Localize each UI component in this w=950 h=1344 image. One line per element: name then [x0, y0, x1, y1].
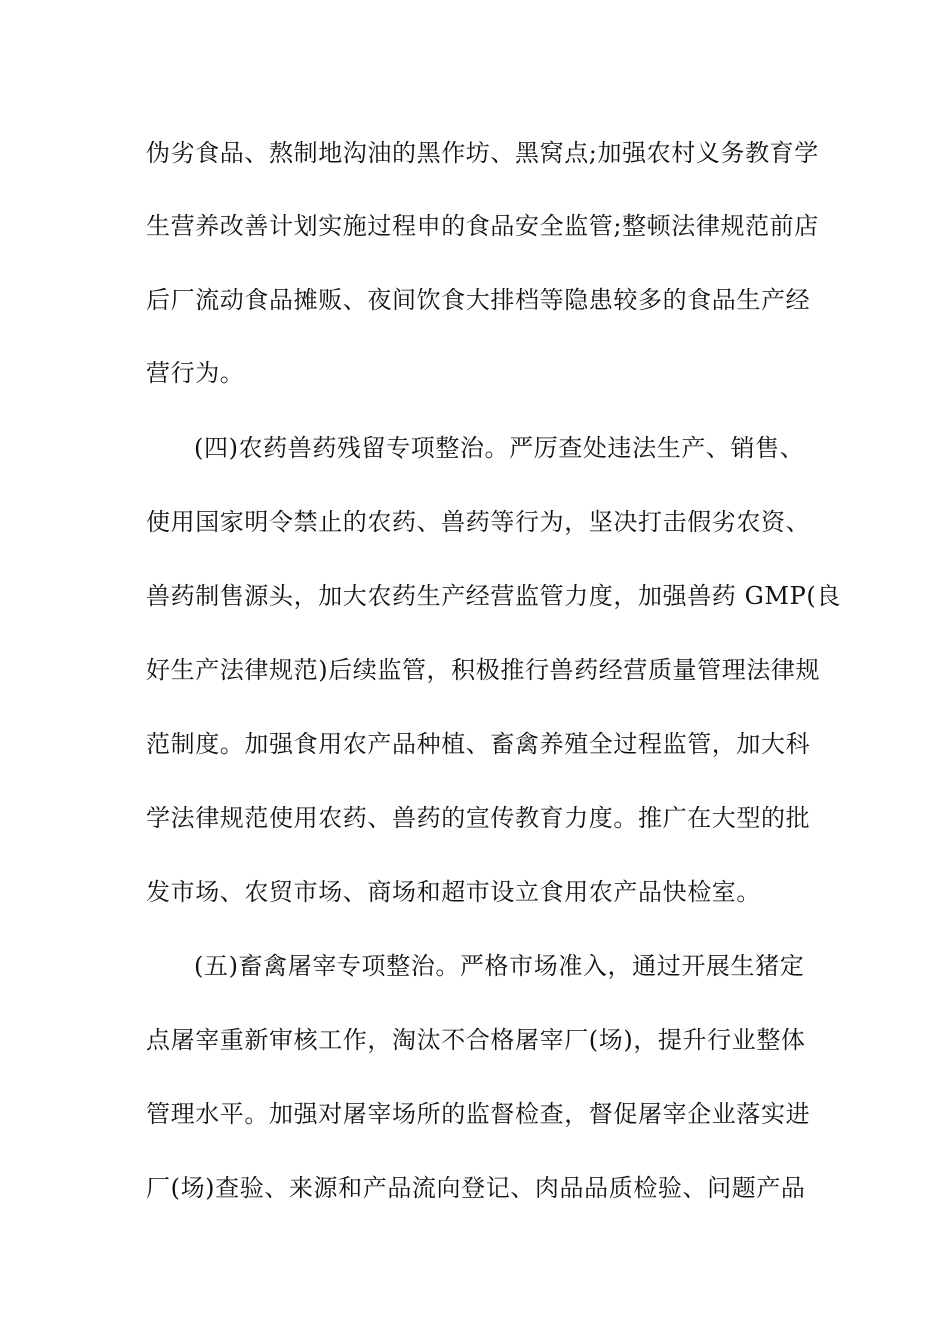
text-line: 生营养改善计划实施过程申的食品安全监管;整顿法律规范前店 — [146, 212, 819, 240]
text-line: 好生产法律规范)后续监管，积极推行兽药经营质量管理法律规 — [146, 656, 821, 684]
text-line: 营行为。 — [146, 359, 245, 387]
paragraph-start-line: (五)畜禽屠宰专项整治。严格市场准入，通过开展生猪定 — [194, 952, 805, 980]
text-line: 伪劣食品、熬制地沟油的黑作坊、黑窝点;加强农村义务教育学 — [146, 139, 819, 167]
text-line: 发市场、农贸市场、商场和超市设立食用农产品快检室。 — [146, 878, 761, 906]
text-line: 后厂流动食品摊贩、夜间饮食大排档等隐患较多的食品生产经 — [146, 286, 811, 314]
text-line: 点屠宰重新审核工作，淘汰不合格屠宰厂(场)，提升行业整体 — [146, 1026, 806, 1054]
text-line: 管理水平。加强对屠宰场所的监督检查，督促屠宰企业落实进 — [146, 1100, 811, 1128]
text-line: 学法律规范使用农药、兽药的宣传教育力度。推广在大型的批 — [146, 804, 811, 832]
text-line: 使用国家明令禁止的农药、兽药等行为，坚决打击假劣农资、 — [146, 508, 811, 536]
text-line: 兽药制售源头，加大农药生产经营监管力度，加强兽药 GMP(良 — [146, 582, 841, 610]
paragraph-start-line: (四)农药兽药残留专项整治。严厉查处违法生产、销售、 — [194, 434, 805, 462]
text-line: 厂(场)查验、来源和产品流向登记、肉品品质检验、问题产品 — [146, 1174, 806, 1202]
text-line: 范制度。加强食用农产品种植、畜禽养殖全过程监管，加大科 — [146, 730, 811, 758]
